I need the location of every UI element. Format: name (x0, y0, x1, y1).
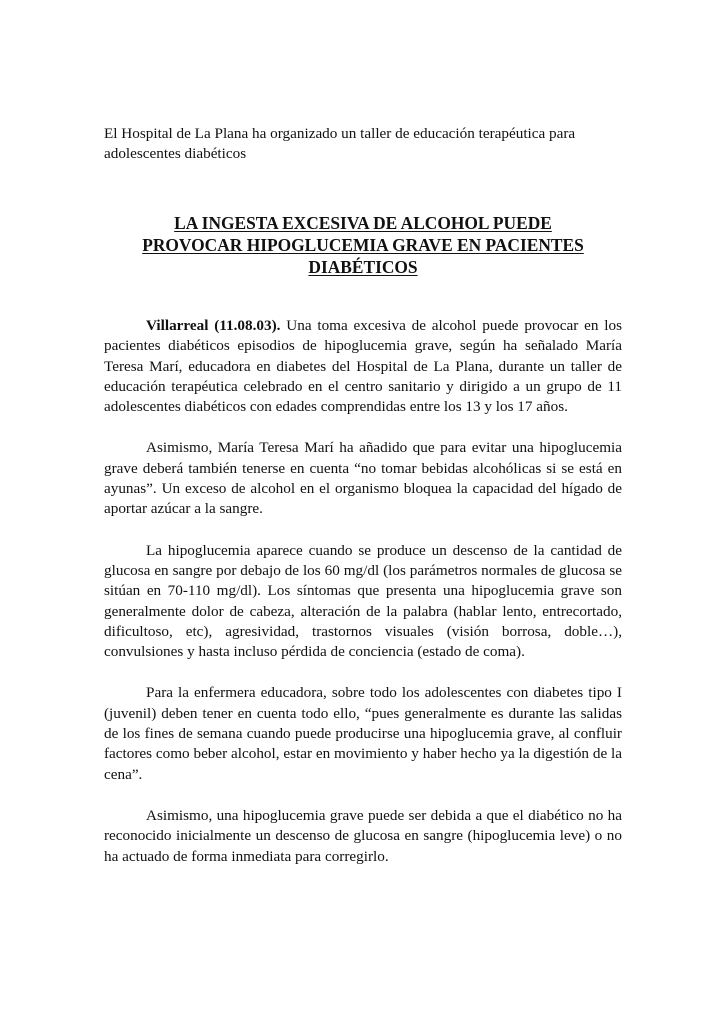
paragraph: Para la enfermera educadora, sobre todo los adolescentes con diabetes tipo I (juvenil) deben tener en cuenta todo ello, “pues generalmente es durante las salidas de los fines de semana cuando puede producirse una hipoglucemia grave, al confluir factores como beber alcohol, estar en movimiento y haber hecho ya la digestión de la cena”. (104, 684, 622, 783)
article-body (104, 316, 622, 867)
dateline: Villarreal (11.08.03). (146, 317, 281, 334)
paragraph: La hipoglucemia aparece cuando se produce un descenso de la cantidad de glucosa en sangre por debajo de los 60 mg/dl (los parámetros normales de glucosa se sitúan en 70-110 mg/dl). Los síntomas que presenta una hipoglucemia grave son generalmente dolor de cabeza, alteración de la palabra (hablar lento, entrecortado, dificultoso, etc), agresividad, trastornos visuales (visión borrosa, doble…), convulsiones y hasta incluso pérdida de conciencia (estado de coma). (104, 541, 622, 661)
document-headline (104, 212, 622, 278)
headline-line: DIABÉTICOS (308, 257, 418, 277)
headline-line: LA INGESTA EXCESIVA DE ALCOHOL PUEDE (174, 213, 552, 233)
headline-line: PROVOCAR HIPOGLUCEMIA GRAVE EN PACIENTES (142, 235, 584, 255)
paragraph-lead (104, 316, 622, 417)
document-page (104, 124, 622, 888)
paragraph: Asimismo, una hipoglucemia grave puede ser debida a que el diabético no ha reconocido inicialmente un descenso de glucosa en sangre (hipoglucemia leve) o no ha actuado de forma inmediata para corregirlo. (104, 806, 622, 865)
paragraph: Asimismo, María Teresa Marí ha añadido que para evitar una hipoglucemia grave deberá también tenerse en cuenta “no tomar bebidas alcohólicas si se está en ayunas”. Un exceso de alcohol en el organismo bloquea la capacidad del hígado de aportar azúcar a la sangre. (104, 439, 622, 518)
paragraph-lead-text: Una toma excesiva de alcohol puede provocar en los pacientes diabéticos episodios de hipoglucemia grave, según ha señalado María Teresa Marí, educadora en diabetes del Hospital de La Plana, durante un taller de educación terapéutica celebrado en el centro sanitario y dirigido a un grupo de 11 adolescentes diabéticos con edades comprendidas entre los 13 y los 17 años. (104, 317, 622, 416)
document-subtitle: El Hospital de La Plana ha organizado un taller de educación terapéutica para adolescentes diabéticos (104, 125, 576, 162)
